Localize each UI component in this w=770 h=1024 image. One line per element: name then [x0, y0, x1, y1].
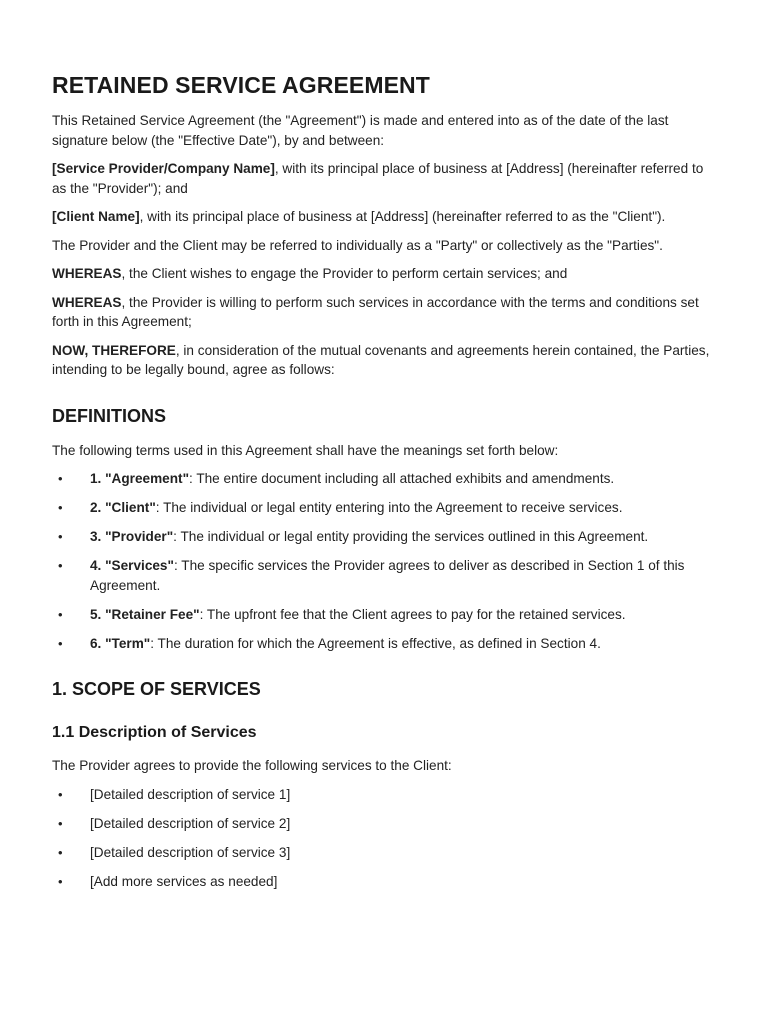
- whereas-paragraph-1: [52, 264, 718, 284]
- whereas-label: WHEREAS: [52, 294, 122, 310]
- service-item: [52, 843, 718, 863]
- bullet-icon: •: [58, 873, 63, 889]
- bullet-icon: •: [58, 471, 63, 486]
- definition-term: 6. "Term": [90, 635, 151, 651]
- scope-heading: 1. SCOPE OF SERVICES: [52, 679, 261, 699]
- definition-text: : The specific services the Provider agrees to deliver as described in Section 1 of this Agreement.: [90, 558, 685, 593]
- definition-term: 5. "Retainer Fee": [90, 606, 200, 622]
- scope-lead: The Provider agrees to provide the following services to the Client:: [52, 758, 452, 773]
- service-text: [Detailed description of service 3]: [90, 844, 291, 860]
- service-item: [52, 872, 718, 892]
- now-therefore-text: , in consideration of the mutual covenants and agreements herein contained, the Parties, intending to be legally bound, agree as follows:: [52, 342, 710, 377]
- intro-paragraph: This Retained Service Agreement (the "Agreement") is made and entered into as of the date of the last signature below (the "Effective Date"), by and between:: [52, 113, 669, 148]
- definition-text: : The upfront fee that the Client agrees to pay for the retained services.: [199, 606, 626, 622]
- definition-term: 4. "Services": [90, 558, 174, 573]
- service-item: [52, 814, 718, 834]
- whereas-text: , the Provider is willing to perform such services in accordance with the terms and conditions set forth in this Agreement;: [52, 294, 699, 329]
- definition-item: [52, 469, 718, 489]
- now-therefore-label: NOW, THEREFORE: [52, 342, 176, 358]
- service-text: [Detailed description of service 2]: [90, 815, 291, 831]
- bullet-icon: •: [58, 844, 63, 860]
- definition-item: [52, 498, 718, 518]
- client-details: , with its principal place of business at [Address] (hereinafter referred to as the "Client").: [139, 209, 666, 224]
- definition-item: [52, 634, 718, 654]
- definition-item: [52, 527, 718, 547]
- bullet-icon: •: [58, 635, 63, 651]
- definitions-list: [52, 469, 718, 653]
- definition-text: : The duration for which the Agreement is effective, as defined in Section 4.: [150, 635, 601, 651]
- provider-name: [Service Provider/Company Name]: [52, 161, 275, 176]
- scope-subheading: 1.1 Description of Services: [52, 724, 257, 741]
- provider-paragraph: [52, 159, 718, 198]
- bullet-icon: •: [58, 558, 63, 573]
- document-title: RETAINED SERVICE AGREEMENT: [52, 72, 430, 98]
- service-text: [Add more services as needed]: [90, 873, 278, 889]
- whereas-paragraph-2: [52, 293, 718, 332]
- bullet-icon: •: [58, 606, 63, 622]
- definition-item: [52, 605, 718, 625]
- bullet-icon: •: [58, 500, 63, 515]
- now-therefore-paragraph: [52, 341, 718, 380]
- provider-details: , with its principal place of business at [Address] (hereinafter referred to as the "Provider"); and: [52, 161, 704, 196]
- services-list: [52, 785, 718, 892]
- whereas-text: , the Client wishes to engage the Provider to perform certain services; and: [121, 266, 568, 281]
- definition-text: : The entire document including all attached exhibits and amendments.: [189, 471, 615, 486]
- parties-paragraph: The Provider and the Client may be referred to individually as a "Party" or collectively as the "Parties".: [52, 237, 663, 253]
- definition-term: 1. "Agreement": [90, 471, 190, 486]
- definition-text: : The individual or legal entity providing the services outlined in this Agreement.: [173, 529, 649, 544]
- client-name: [Client Name]: [52, 209, 140, 224]
- service-text: [Detailed description of service 1]: [90, 786, 291, 802]
- definitions-heading: DEFINITIONS: [52, 405, 167, 426]
- bullet-icon: •: [58, 815, 63, 831]
- bullet-icon: •: [58, 786, 63, 802]
- service-item: [52, 785, 718, 805]
- client-paragraph: [52, 207, 718, 227]
- definition-term: 2. "Client": [90, 500, 156, 515]
- definition-item: [52, 556, 718, 595]
- definition-term: 3. "Provider": [90, 529, 174, 544]
- definition-text: : The individual or legal entity entering into the Agreement to receive services.: [155, 500, 623, 515]
- bullet-icon: •: [58, 529, 63, 544]
- whereas-label: WHEREAS: [52, 266, 122, 281]
- definitions-lead: The following terms used in this Agreement shall have the meanings set forth below:: [52, 442, 559, 458]
